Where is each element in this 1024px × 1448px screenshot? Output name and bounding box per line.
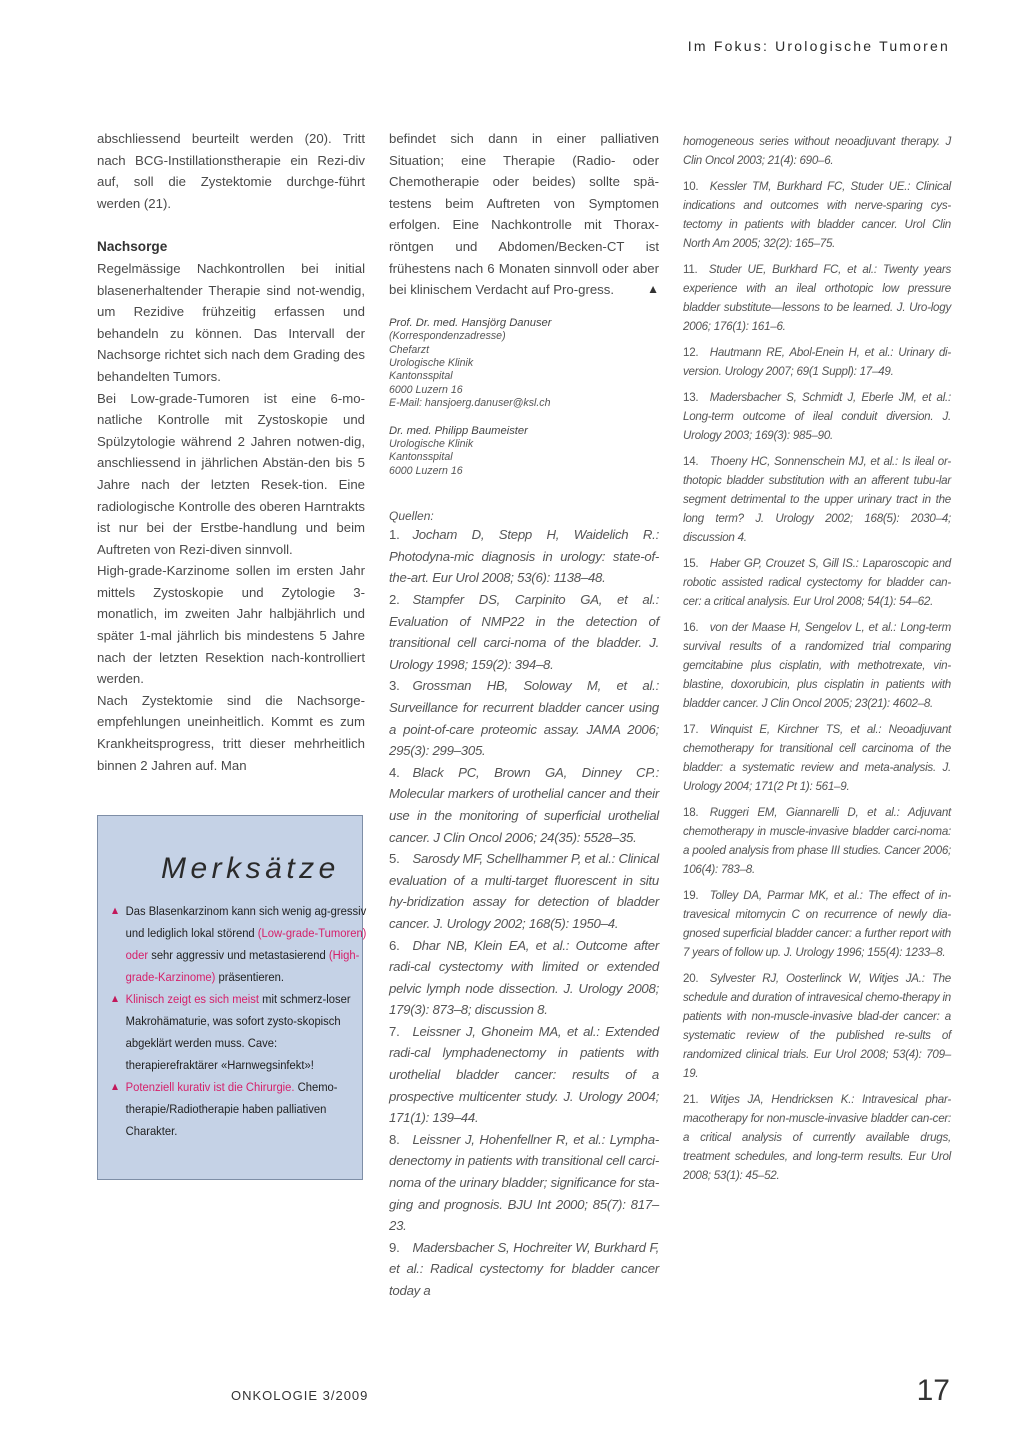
author-address-1: Prof. Dr. med. Hansjörg Danuser (Korrespondenzadresse) Chefarzt Urologische Klinik Kantonsspital 6000 Luzern 16 E-Mail: hansjoerg.danuser@ksl.ch [389, 317, 659, 411]
reference-item [683, 886, 951, 962]
reference-number: 1. [389, 527, 400, 543]
reference-number: 2. [389, 592, 400, 607]
references-heading: Quellen: [389, 509, 434, 524]
column-3 [683, 128, 951, 1185]
reference-number: 4. [389, 764, 400, 780]
reference-number: 12. [683, 346, 699, 359]
reference-item [683, 554, 951, 611]
reference-item [389, 848, 659, 934]
paragraph: abschliessend beurteilt werden (20). Tritt nach BCG-Instillationstherapie ein Rezi-div auf, soll die Zystektomie durchge-führt werden (21). [97, 131, 365, 211]
reference-text: Black PC, Brown GA, Dinney CP.: Molecular markers of urothelial cancer and their use in the monitoring of superficial urothelial cancer. J Clin Oncol 2006; 24(35): 5528–35. [389, 764, 659, 845]
reference-text: Madersbacher S, Hochreiter W, Burkhard F, et al.: Radical cystectomy for bladder cancer today a [389, 1239, 659, 1298]
reference-text: Hautmann RE, Abol-Enein H, et al.: Urinary di-version. Urology 2007; 69(1 Suppl): 17–49. [683, 346, 951, 378]
paragraph: Nach Zystektomie sind die Nachsorge-empfehlungen uneinheitlich. Kommt es zum Krankheitsprogress, tritt dieser mehrheitlich binnen 2 Jahren auf. Man [97, 692, 365, 773]
reference-text: Witjes JA, Hendricksen K.: Intravesical phar-macotherapy for non-muscle-invasive bladder can-cer: a critical analysis of currently available drugs, treatment schedules, and long-term results. Eur Urol 2008; 53(1): 45–52. [683, 1093, 951, 1182]
paragraph: High-grade-Karzinome sollen im ersten Jahr mittels Zystoskopie und Zytologie 3-monatlich, im zweiten Jahr halbjährlich und später 1-mal jährlich bis mindestens 5 Jahre nach der letzten Resektion nach-kontrolliert werden. [97, 563, 365, 687]
reference-text: Sylvester RJ, Oosterlinck W, Witjes JA.: The schedule and duration of intravesical chemo-therapy in patients with non-muscle-invasive blad-der cancer: a systematic review of the published re-sults of randomized clinical trials. Eur Urol 2008; 53(4): 709–19. [683, 972, 951, 1080]
reference-text: Thoeny HC, Sonnenschein MJ, et al.: Is ileal or-thotopic bladder substitution with an afferent tubu-lar segment detrimental to the upper urinary tract in the long term? J. Urology 2002; 168(5): 2030–4; discussion 4. [683, 455, 951, 544]
reference-text: Ruggeri EM, Giannarelli D, et al.: Adjuvant chemotherapy in muscle-invasive bladder carci-noma: a pooled analysis from phase III studies. Cancer 2006; 106(4): 783–8. [683, 806, 951, 876]
reference-item [389, 1237, 659, 1302]
reference-item [683, 1090, 951, 1185]
merksatz-item: ▲ Klinisch zeigt es sich meist mit schmerz-loser Makrohämaturie, was sofort zysto-skopisch abgeklärt werden muss. Cave: therapierefraktärer «Harnwegsinfekt»! [110, 988, 368, 1076]
reference-number: 9. [389, 1239, 400, 1255]
triangle-bullet-icon: ▲ [110, 1081, 121, 1093]
reference-item [389, 762, 659, 848]
reference-number: 11. [683, 263, 698, 276]
author-name: Dr. med. Philipp Baumeister [389, 424, 528, 437]
column-2 [389, 128, 659, 1302]
paragraph: befindet sich dann in einer palliativen Situation; eine Therapie (Radio- oder Chemotherapie oder beides) sollte spä-testens beim Auftreten von Symptomen erfolgen. Eine Nachkontrolle mit Thorax-röntgen und Abdomen/Becken-CT ist frühestens nach 6 Monaten sinnvoll oder aber bei klinischem Verdacht auf Pro-gress. ▲ [389, 128, 659, 301]
reference-text: Dhar NB, Klein EA, et al.: Outcome after radi-cal cystectomy with limited or extended pelvic lymph node dissection. J. Urology 2008; 179(3): 873–8; discussion 8. [389, 937, 659, 1018]
reference-item [683, 452, 951, 547]
reference-item [683, 720, 951, 796]
reference-number: 5. [389, 851, 400, 867]
reference-item [389, 935, 659, 1021]
reference-item [683, 388, 951, 445]
reference-text: Kessler TM, Burkhard FC, Studer UE.: Clinical indications and outcomes with nerve-sparing cys-tectomy in patients with bladder cancer. Urol Clin North Am 2005; 32(2): 165–75. [683, 180, 951, 250]
reference-number: 17. [683, 723, 699, 736]
reference-item [683, 803, 951, 879]
merksaetze-list [110, 900, 367, 1142]
reference-number: 19. [683, 889, 699, 902]
reference-text: Stampfer DS, Carpinito GA, et al.: Evaluation of NMP22 in the detection of transitional cell carci-noma of the bladder. J. Urology 1998; 159(2): 394–8. [389, 592, 659, 672]
reference-text: Madersbacher S, Schmidt J, Eberle JM, et al.: Long-term outcome of ileal conduit diversion. J. Urology 2003; 169(3): 985–90. [683, 391, 951, 442]
triangle-bullet-icon: ▲ [110, 993, 121, 1005]
reference-item [683, 132, 951, 170]
highlight-text: Klinisch zeigt es sich meist [125, 992, 259, 1006]
reference-text: homogeneous series without neoadjuvant therapy. J Clin Oncol 2003; 21(4): 690–6. [683, 135, 951, 167]
reference-item [389, 524, 659, 589]
reference-number: 7. [389, 1023, 400, 1039]
reference-item [389, 589, 659, 675]
reference-number: 14. [683, 455, 699, 468]
reference-item [683, 969, 951, 1083]
reference-list [683, 132, 951, 1185]
reference-item [683, 343, 951, 381]
reference-item [389, 675, 659, 761]
highlight-text: (High-grade-Karzinome) [125, 948, 360, 984]
reference-number: 8. [389, 1131, 400, 1147]
journal-footer: ONKOLOGIE 3/2009 [231, 1388, 369, 1403]
reference-text: Haber GP, Crouzet S, Gill IS.: Laparoscopic and robotic assisted radical cystectomy for bladder can-cer: a critical analysis. Eur Urol 2008; 54(1): 54–62. [683, 557, 951, 608]
author-name: Prof. Dr. med. Hansjörg Danuser [389, 316, 552, 329]
reference-text: von der Maase H, Sengelov L, et al.: Long-term survival results of a randomized trial comparing gemcitabine plus cisplatin, with methotrexate, vin-blastine, doxorubicin, plus cisplatin in patients with bladder cancer. J Clin Oncol 2005; 23(21): 4602–8. [683, 621, 951, 710]
merksaetze-box [97, 815, 367, 1180]
end-of-article-triangle-icon: ▲ [647, 282, 659, 297]
paragraph: Bei Low-grade-Tumoren ist eine 6-mo-natliche Kontrolle mit Zystoskopie und Spülzytologie während 2 Jahren notwen-dig, anschliessend in jährlichen Abstän-den bis 5 Jahre nach der letzten Resek-tion. Eine radiologische Kontrolle des oberen Harntrakts ist nur bei der Erstbe-handlung und beim Auftreten von Rezi-diven sinnvoll. [97, 390, 365, 557]
reference-text: Sarosdy MF, Schellhammer P, et al.: Clinical evaluation of a multi-target fluorescent in situ hy-bridization assay for detection of bladder cancer. J. Urology 2002; 168(5): 1950–4. [389, 851, 659, 931]
reference-number: 20. [683, 972, 699, 985]
reference-text: Leissner J, Ghoneim MA, et al.: Extended radi-cal lymphadenectomy in patients with urothelial bladder cancer: results of a prospective multicenter study. J. Urology 2004; 171(1): 139–44. [389, 1023, 659, 1126]
section-heading-nachsorge: Nachsorge [97, 239, 168, 255]
reference-number: 6. [389, 937, 400, 953]
reference-text: Grossman HB, Soloway M, et al.: Surveillance for recurrent bladder cancer using a point-of-care proteomic assay. JAMA 2006; 295(3): 299–305. [389, 678, 659, 759]
highlight-text: (Low-grade-Tumoren) oder [125, 926, 367, 962]
reference-item [389, 1129, 659, 1237]
paragraph: Regelmässige Nachkontrollen bei initial blasenerhaltender Therapie sind not-wendig, um Rezidive frühzeitig erfassen und behandeln zu können. Das Intervall der Nachsorge richtet sich nach dem Grading des behandelten Tumors. [97, 260, 365, 384]
running-header: Im Fokus: Urologische Tumoren [687, 38, 950, 54]
reference-text: Winquist E, Kirchner TS, et al.: Neoadjuvant chemotherapy for transitional cell carcinoma of the bladder: a systematic review and meta-analysis. J. Urology 2004; 171(2 Pt 1): 561–9. [683, 723, 951, 793]
author-address-2: Dr. med. Philipp Baumeister Urologische Klinik Kantonsspital 6000 Luzern 16 [389, 425, 659, 479]
reference-number: 3. [389, 678, 400, 694]
column-1 [97, 128, 365, 776]
reference-list [389, 524, 659, 1301]
reference-number: 10. [683, 180, 699, 193]
reference-number: 18. [683, 806, 699, 819]
reference-item [683, 618, 951, 713]
reference-number: 15. [683, 557, 699, 570]
reference-text: Jocham D, Stepp H, Waidelich R.: Photodyna-mic diagnosis in urology: state-of-the-art. Eur Urol 2008; 53(6): 1138–48. [389, 527, 659, 586]
reference-text: Studer UE, Burkhard FC, et al.: Twenty years experience with an ileal orthotopic low pressure bladder substitute—lessons to be learned. J. Uro-logy 2006; 176(1): 161–6. [683, 263, 951, 333]
reference-item [683, 260, 951, 336]
reference-number: 13. [683, 391, 699, 404]
triangle-bullet-icon: ▲ [110, 905, 121, 917]
email-link[interactable]: E-Mail: hansjoerg.danuser@ksl.ch [389, 397, 551, 410]
merksatz-item: ▲ Das Blasenkarzinom kann sich wenig ag-gressiv und lediglich lokal störend (Low-grade-Tumoren) oder sehr aggressiv und metastasierend (High-grade-Karzinome) präsentieren. [110, 900, 368, 988]
reference-text: Leissner J, Hohenfellner R, et al.: Lympha-denectomy in patients with transitional cell carci-noma of the urinary bladder; significance for sta-ging and prognosis. BJU Int 2000; 85(7): 817–23. [389, 1131, 659, 1234]
merksatz-item: ▲ Potenziell kurativ ist die Chirurgie. Chemo-therapie/Radiotherapie haben palliativen Charakter. [110, 1076, 368, 1142]
merksaetze-title: Merksätze [161, 852, 340, 885]
highlight-text: Potenziell kurativ ist die Chirurgie. [125, 1080, 295, 1094]
reference-number: 16. [683, 621, 699, 634]
reference-text: Tolley DA, Parmar MK, et al.: The effect of in-travesical mitomycin C on recurrence of newly dia-gnosed superficial bladder cancer: a further report with 7 years of follow up. J. Urology 1996; 155(4): 1233–8. [683, 889, 951, 959]
reference-item [389, 1021, 659, 1129]
reference-number: 21. [683, 1093, 699, 1106]
page-number: 17 [916, 1374, 950, 1407]
reference-item [683, 177, 951, 253]
